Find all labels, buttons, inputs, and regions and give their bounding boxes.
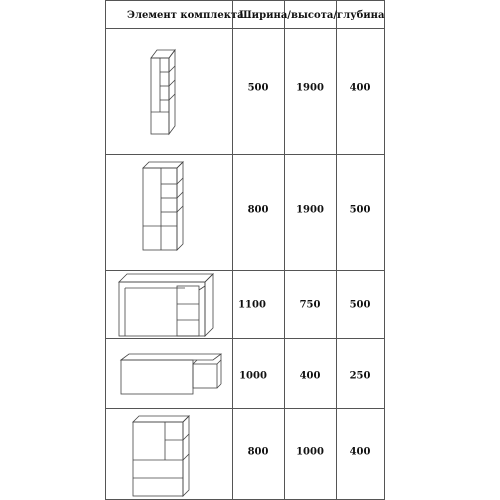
header-element: Элемент комплекта [127, 10, 244, 21]
row1-width: 500 [247, 82, 269, 94]
row1-depth: 400 [349, 82, 371, 94]
row2-height: 1900 [296, 204, 324, 216]
row4-height: 400 [299, 370, 321, 382]
wall-shelf-icon [117, 350, 227, 400]
wide-tall-cabinet-icon [133, 156, 193, 256]
row5-depth: 400 [349, 446, 371, 458]
row5-width: 800 [247, 446, 269, 458]
row4-depth: 250 [349, 370, 371, 382]
medium-cabinet-icon [129, 410, 199, 498]
desk-with-shelf-icon [115, 272, 225, 338]
row5-height: 1000 [296, 446, 324, 458]
row3-depth: 500 [349, 299, 371, 311]
row4-width: 1000 [239, 370, 267, 382]
row1-height: 1900 [296, 82, 324, 94]
row2-width: 800 [247, 204, 269, 216]
row2-depth: 500 [349, 204, 371, 216]
row3-height: 750 [299, 299, 321, 311]
header-dimensions: Ширина/высота/глубина [239, 10, 385, 21]
narrow-tall-cabinet-icon [145, 40, 195, 140]
specs-table [105, 0, 385, 500]
row3-width: 1100 [238, 299, 266, 311]
